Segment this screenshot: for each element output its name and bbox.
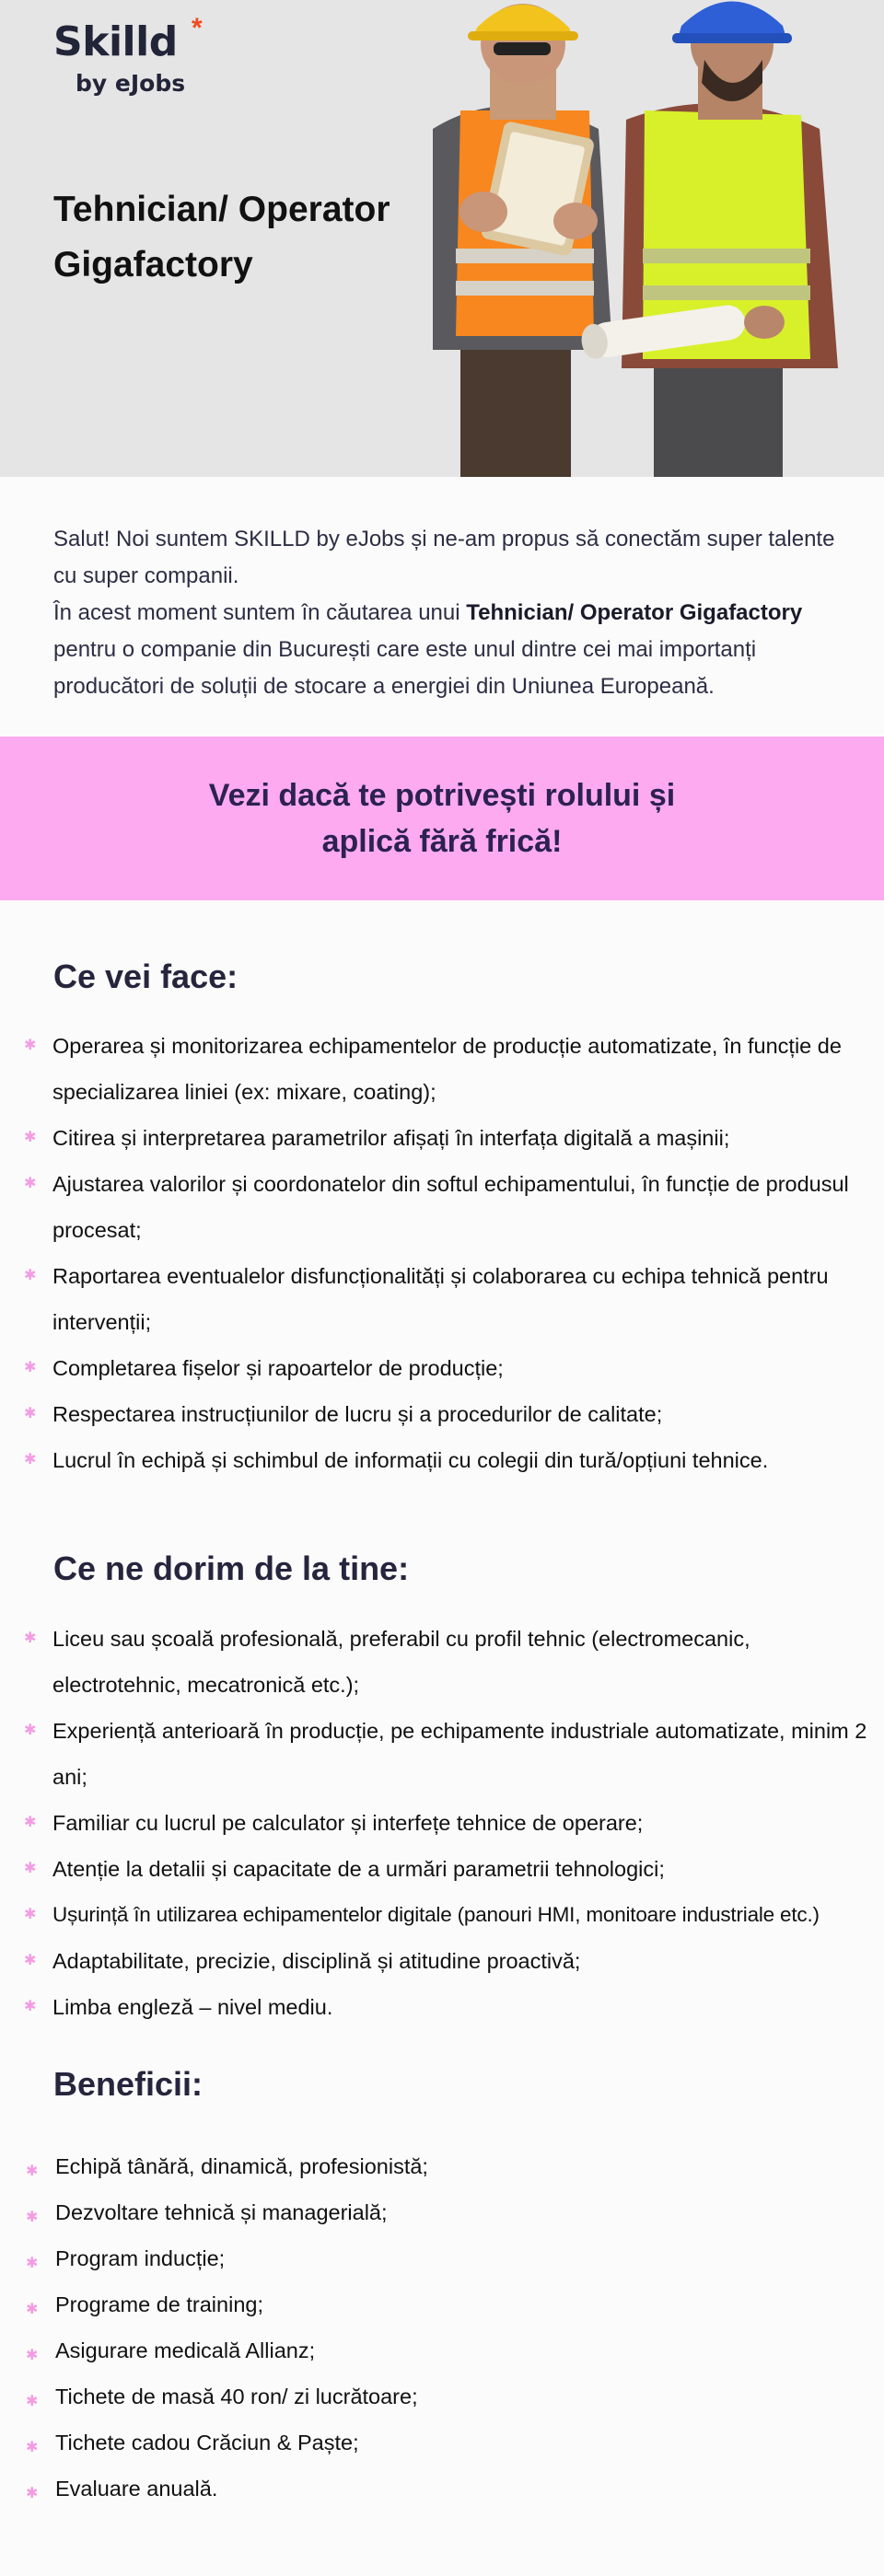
asterisk-bullet-icon: ✱ [26, 2348, 39, 2363]
list-item: ✱ Echipă tânără, dinamică, profesionistă; [0, 2143, 884, 2189]
list-item: ✱ Atenție la detalii și capacitate de a urmări parametrii tehnologici; [0, 1846, 884, 1892]
list-item: ✱ Raportarea eventualelor disfuncționalități și colaborarea cu echipa tehnică pentru intervenții; [0, 1253, 884, 1345]
list-item: ✱ Citirea și interpretarea parametrilor afișați în interfața digitală a mașinii; [0, 1115, 884, 1161]
workers-photo [405, 0, 884, 477]
list-item: ✱ Programe de training; [0, 2281, 884, 2327]
hero-banner [0, 0, 884, 477]
list-item: ✱ Liceu sau școală profesională, preferabil cu profil tehnic (electromecanic, electrotehnic, mecatronică etc.); [0, 1616, 884, 1708]
asterisk-bullet-icon: ✱ [24, 1630, 37, 1646]
intro-prefix: În acest moment suntem în căutarea unui [53, 600, 467, 625]
asterisk-bullet-icon: ✱ [24, 1861, 37, 1876]
skilld-logo[interactable] [53, 13, 203, 97]
apply-banner[interactable] [0, 737, 884, 900]
list-item: ✱ Operarea și monitorizarea echipamentelor de producție automatizate, în funcție de specializarea liniei (ex: mixare, coating); [0, 1023, 884, 1115]
list-item: ✱ Respectarea instrucțiunilor de lucru și a procedurilor de calitate; [0, 1391, 884, 1437]
asterisk-bullet-icon: ✱ [24, 1268, 37, 1283]
list-item: ✱ Dezvoltare tehnică și managerială; [0, 2189, 884, 2235]
asterisk-bullet-icon: ✱ [24, 1999, 37, 2014]
list-item: ✱ Ajustarea valorilor și coordonatelor din softul echipamentului, în funcție de produsul procesat; [0, 1161, 884, 1253]
asterisk-bullet-icon: ✱ [26, 2440, 39, 2455]
list-item: ✱ Ușurință în utilizarea echipamentelor digitale (panouri HMI, monitoare industriale etc.) [0, 1892, 884, 1938]
asterisk-bullet-icon: ✱ [24, 1452, 37, 1468]
asterisk-bullet-icon: ✱ [24, 1907, 37, 1922]
asterisk-bullet-icon: ✱ [26, 2210, 39, 2225]
list-item: ✱ Adaptabilitate, precizie, disciplină și atitudine proactivă; [0, 1938, 884, 1984]
intro-suffix: pentru o companie din București care este unul dintre cei mai importanți producători de soluții de stocare a energiei din Uniunea Europeană. [53, 637, 757, 699]
intro-greeting: Salut! Noi suntem SKILLD by eJobs și ne-am propus să conectăm super talente cu super companii. [53, 527, 835, 588]
asterisk-bullet-icon: ✱ [24, 1723, 37, 1738]
responsibilities-section [0, 900, 884, 1483]
list-item: ✱ Experiență anterioară în producție, pe echipamente industriale automatizate, minim 2 ani; [0, 1708, 884, 1800]
requirements-title: Ce ne dorim de la tine: [53, 1549, 410, 1587]
responsibilities-list [0, 1023, 884, 1483]
intro-job-title: Tehnician/ Operator Gigafactory [466, 600, 803, 625]
asterisk-bullet-icon: ✱ [24, 1360, 37, 1375]
benefits-title: Beneficii: [53, 2065, 204, 2103]
asterisk-bullet-icon: ✱ [26, 2256, 39, 2271]
asterisk-bullet-icon: ✱ [26, 2394, 39, 2409]
intro-section [0, 477, 884, 705]
logo-asterisk: * [192, 13, 203, 43]
list-item: ✱ Tichete cadou Crăciun & Paște; [0, 2419, 884, 2466]
responsibilities-title: Ce vei face: [53, 957, 238, 995]
worker-right-figure [579, 2, 838, 478]
requirements-list [0, 1616, 884, 2030]
asterisk-bullet-icon: ✱ [26, 2302, 39, 2317]
requirements-section [0, 1483, 884, 2030]
list-item: ✱ Lucrul în echipă și schimbul de informații cu colegii din tură/opțiuni tehnice. [0, 1437, 884, 1483]
asterisk-bullet-icon: ✱ [24, 1953, 37, 1968]
asterisk-bullet-icon: ✱ [24, 1038, 37, 1053]
asterisk-bullet-icon: ✱ [24, 1815, 37, 1830]
asterisk-bullet-icon: ✱ [26, 2486, 39, 2501]
list-item: ✱ Completarea fișelor și rapoartelor de producție; [0, 1345, 884, 1391]
logo-wordmark: Skilld [53, 18, 178, 65]
worker-left-figure [433, 4, 612, 477]
asterisk-bullet-icon: ✱ [26, 2164, 39, 2179]
job-title: Tehnician/ Operator Gigafactory [53, 190, 390, 285]
list-item: ✱ Familiar cu lucrul pe calculator și interfețe tehnice de operare; [0, 1800, 884, 1846]
list-item: ✱ Limba engleză – nivel mediu. [0, 1984, 884, 2030]
asterisk-bullet-icon: ✱ [24, 1406, 37, 1421]
list-item: ✱ Program inducție; [0, 2235, 884, 2281]
intro-description [53, 595, 862, 705]
benefits-list [0, 2143, 884, 2512]
logo-subtitle: by eJobs [76, 70, 186, 97]
asterisk-bullet-icon: ✱ [24, 1176, 37, 1191]
benefits-section [0, 2030, 884, 2512]
list-item: ✱ Tichete de masă 40 ron/ zi lucrătoare; [0, 2373, 884, 2419]
list-item: ✱ Asigurare medicală Allianz; [0, 2327, 884, 2373]
apply-banner-text: Vezi dacă te potrivești rolului și aplică fără frică! [208, 778, 676, 859]
asterisk-bullet-icon: ✱ [24, 1130, 37, 1145]
list-item: ✱ Evaluare anuală. [0, 2466, 884, 2512]
